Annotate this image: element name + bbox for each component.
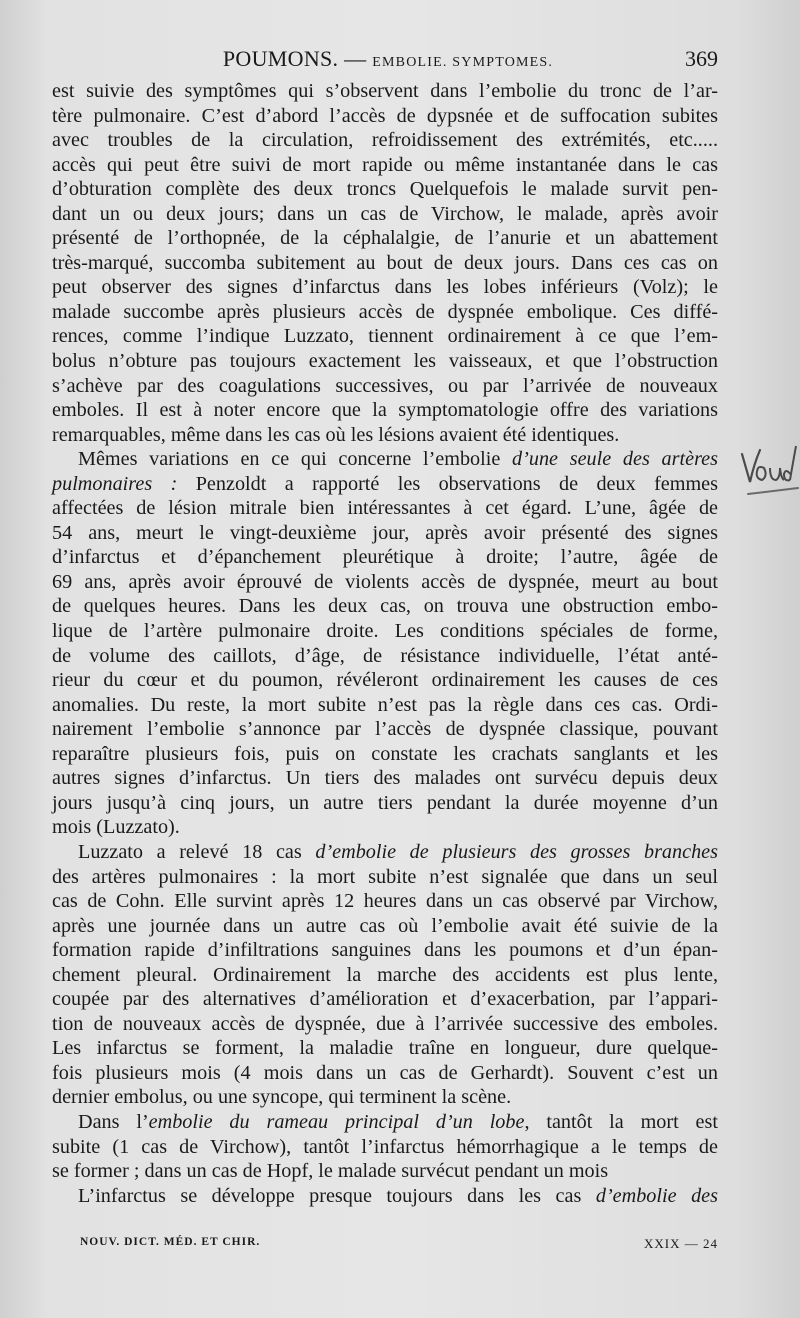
text-line [52, 104, 718, 129]
line-text: des artères pulmonaires : la mort subite n’est signalée que dans un seul [52, 865, 718, 888]
line-text: chement pleural. Ordinairement la marche des accidents est plus lente, [52, 963, 718, 986]
text-line [52, 202, 718, 227]
page-header [58, 44, 718, 78]
line-text: accès qui peut être suivi de mort rapide ou même instantanée dans le cas [52, 153, 718, 176]
line-text: nairement l’embolie s’annonce par l’accès de dyspnée classique, pouvant [52, 718, 718, 741]
line-text: tère pulmonaire. C’est d’abord l’accès de dypsnée et de suffocation subites [52, 104, 718, 127]
line-text: coupée par des alternatives d’amélioration et d’exacerbation, par l’appari- [52, 988, 718, 1011]
line-text: bolus n’obture pas toujours exactement les vaisseaux, et que l’obstruction [52, 350, 718, 373]
line-text: d’obturation complète des deux troncs Quelquefois le malade survit pen- [52, 178, 718, 201]
text-line [52, 865, 718, 890]
text-line [52, 447, 718, 472]
line-text: Mêmes variations en ce qui concerne l’embolie [78, 448, 513, 471]
line-text: L’infarctus se développe presque toujours dans les cas [78, 1184, 596, 1207]
italic-phrase: d’embolie des [595, 1184, 718, 1207]
text-line [52, 594, 718, 619]
line-text: dernier embolus, ou une syncope, qui terminent la scène. [52, 1086, 512, 1109]
line-text-after: , tantôt la mort est [524, 1110, 718, 1133]
line-text: remarquables, même dans les cas où les lésions avaient été identiques. [52, 423, 620, 446]
text-line [52, 1159, 718, 1184]
line-text: rences, comme l’indique Luzzato, tiennent ordinairement à ce que l’em- [52, 325, 718, 348]
text-line [52, 644, 718, 669]
text-line [52, 1036, 718, 1061]
italic-phrase: d’une seule des artères [512, 448, 718, 471]
italic-phrase: embolie du rameau principal d’un lobe [148, 1110, 525, 1133]
line-text: subite (1 cas de Virchow), tantôt l’infarctus hémorrhagique a le temps de [52, 1135, 718, 1158]
text-line [52, 742, 718, 767]
text-line [52, 668, 718, 693]
line-text: formation rapide d’infiltrations sanguines dans les poumons et d’un épan- [52, 939, 718, 962]
text-line [52, 398, 718, 423]
text-line [52, 815, 718, 840]
text-line [52, 177, 718, 202]
text-line [52, 717, 718, 742]
text-line [52, 766, 718, 791]
text-line [52, 1012, 718, 1037]
running-title-main: POUMONS. — [222, 46, 373, 71]
footer-signature: XXIX — 24 [644, 1236, 718, 1251]
text-line [52, 570, 718, 595]
text-line [52, 128, 718, 153]
line-text: affectées de lésion mitrale bien intéressantes à cet égard. L’une, âgée de [52, 497, 718, 520]
text-line [52, 963, 718, 988]
line-text: Les infarctus se forment, la maladie traîne en longueur, dure quelque- [52, 1037, 718, 1060]
text-line [52, 496, 718, 521]
handwritten-note-drawing [740, 438, 800, 508]
running-title [58, 46, 718, 72]
text-line [52, 840, 718, 865]
line-text: fois plusieurs mois (4 mois dans un cas de Gerhardt). Souvent c’est un [52, 1061, 718, 1084]
text-line [52, 324, 718, 349]
line-text: lique de l’artère pulmonaire droite. Les conditions spéciales de forme, [52, 620, 718, 643]
text-line [52, 472, 718, 497]
line-text: très-marqué, succomba subitement au bout de deux jours. Dans ces cas on [52, 251, 718, 274]
handwritten-margin-note [740, 438, 800, 508]
text-line [52, 251, 718, 276]
line-text: se former ; dans un cas de Hopf, le malade survécut pendant un mois [52, 1160, 609, 1183]
line-text: présenté de l’orthopnée, de la céphalalgie, de l’anurie et un abattement [52, 227, 718, 250]
line-text: est suivie des symptômes qui s’observent dans l’embolie du tronc de l’ar- [52, 80, 718, 102]
line-text: emboles. Il est à noter encore que la symptomatologie offre des variations [52, 399, 718, 422]
line-text: rieur du cœur et du poumon, révéleront ordinairement les causes de ces [52, 669, 718, 692]
line-text: Luzzato a relevé 18 cas [78, 840, 316, 863]
italic-phrase: pulmonaires : [52, 472, 178, 495]
text-line [52, 1135, 718, 1160]
line-text: dant un ou deux jours; dans un cas de Virchow, le malade, après avoir [52, 202, 718, 225]
text-line [52, 619, 718, 644]
text-line [52, 300, 718, 325]
text-line [52, 938, 718, 963]
footer-book-title: NOUV. DICT. MÉD. ET CHIR. [80, 1236, 261, 1248]
line-text: Penzoldt a rapporté les observations de deux femmes [177, 472, 718, 495]
line-text: d’infarctus et d’épanchement pleurétique à droite; l’autre, âgée de [52, 546, 718, 569]
text-line [52, 889, 718, 914]
line-text: de quelques heures. Dans les deux cas, on trouva une obstruction embo- [52, 595, 718, 618]
text-line [52, 374, 718, 399]
page-number: 369 [685, 46, 718, 71]
line-text: mois (Luzzato). [52, 816, 180, 839]
line-text: Dans l’ [78, 1110, 149, 1133]
line-text: 69 ans, après avoir éprouvé de violents accès de dyspnée, meurt au bout [52, 570, 718, 593]
text-line [52, 791, 718, 816]
line-text: 54 ans, meurt le vingt-deuxième jour, après avoir présenté des signes [52, 521, 718, 544]
text-line [52, 521, 718, 546]
line-text: s’achève par des coagulations successives, ou par l’arrivée de nouveaux [52, 374, 718, 397]
running-title-sub: EMBOLIE. SYMPTOMES. [372, 55, 554, 70]
text-line [52, 79, 718, 104]
text-line [52, 545, 718, 570]
line-text: peut observer des signes d’infarctus dans les lobes inférieurs (Volz); le [52, 276, 718, 299]
text-line [52, 1061, 718, 1086]
text-line [52, 914, 718, 939]
line-text: après une journée dans un autre cas où l’embolie avait été suivie de la [52, 914, 718, 937]
text-line [52, 693, 718, 718]
line-text: de volume des caillots, d’âge, de résistance individuelle, l’état anté- [52, 644, 718, 667]
line-text: anomalies. Du reste, la mort subite n’est pas la règle dans ces cas. Ordi- [52, 693, 718, 716]
text-line [52, 1085, 718, 1110]
line-text: malade succombe après plusieurs accès de dyspnée embolique. Ces diffé- [52, 300, 718, 323]
text-line [52, 226, 718, 251]
page-footer [80, 1236, 718, 1256]
line-text: tion de nouveaux accès de dyspnée, due à l’arrivée successive des emboles. [52, 1012, 718, 1035]
line-text: jours jusqu’à cinq jours, un autre tiers pendant la durée moyenne d’un [52, 791, 718, 814]
text-line [52, 349, 718, 374]
text-line [52, 987, 718, 1012]
line-text: reparaître plusieurs fois, puis on constate les crachats sanglants et les [52, 742, 718, 765]
text-line [52, 1184, 718, 1209]
text-line [52, 153, 718, 178]
text-line [52, 1110, 718, 1135]
line-text: autres signes d’infarctus. Un tiers des malades ont survécu depuis deux [52, 767, 718, 790]
text-line [52, 275, 718, 300]
italic-phrase: d’embolie de plusieurs des grosses branches [315, 840, 718, 863]
line-text: cas de Cohn. Elle survint après 12 heures dans un cas observé par Virchow, [52, 890, 718, 913]
line-text: avec troubles de la circulation, refroidissement des extrémités, etc..... [52, 129, 718, 152]
text-line [52, 423, 718, 448]
body-text [52, 79, 718, 1208]
